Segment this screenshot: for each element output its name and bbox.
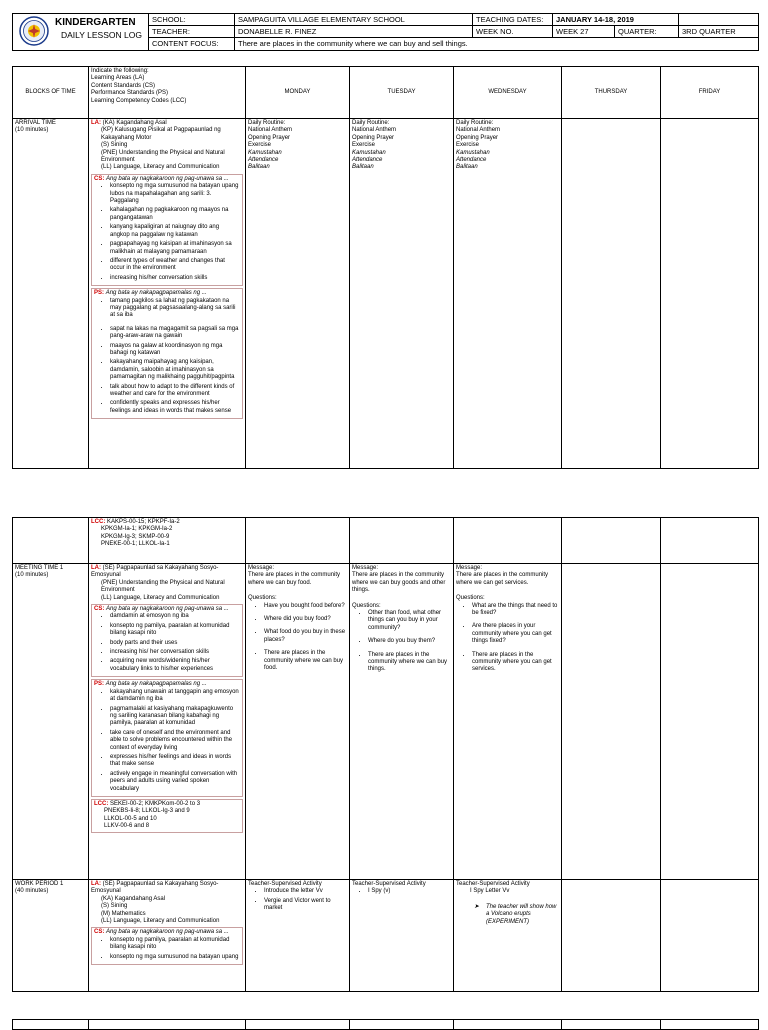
doc-subtitle: DAILY LESSON LOG	[61, 30, 142, 40]
meeting-monday: Message: There are places in the community where we can buy food. Questions: • Have you bought food before? • Where did you buy food? • What food do you buy in these places? • There are places in the community where we can buy food.	[246, 564, 350, 880]
meeting-wednesday: Message: There are places in the community where we can get services. Questions: • What are the things that need to be fixed? • Are there places in your community where you can get things fixed? • There are places in the community where you can get services.	[454, 564, 562, 880]
lesson-table-page2	[12, 517, 759, 992]
lcc-thursday-blank	[562, 518, 661, 564]
meeting-la: LA: (SE) Pagpapaunlad sa Kakayahang Sosyo-Emosyunal (PNE) Understanding the Physical and Natural Environment (LL) Language, Literacy and Communication	[91, 565, 225, 601]
col-indicate: Indicate the following: Learning Areas (LA) Content Standards (CS) Performance Standards (PS) Learning Competency Codes (LCC)	[89, 67, 246, 119]
arrival-wednesday: Daily Routine: National Anthem Opening Prayer Exercise Kamustahan Attendance Balitaan	[454, 119, 562, 469]
arrival-standards	[89, 119, 246, 469]
lcc-monday-blank	[246, 518, 350, 564]
meeting-lcc: LCC: SEKEI-00-2; KMKPKom-00-2 to 3 PNEKBS-Ii-8; LLKOL-Ig-3 and 9 LLKOL-00-5 and 10 LLKV-00-6 and 8	[91, 799, 243, 833]
arrival-la: LA: (KA) Kagandahang Asal (KP) Kalusugang Pisikal at Pagpapaunlad ng Kakayahang Motor (S) Sining (PNE) Understanding the Physical and Natural Environment (LL) Language, Literacy and Communication	[91, 120, 225, 171]
arrival-cs: CS: Ang bata ay nagkakaroon ng pag-unawa sa ... • konsepto ng mga sumusunod na batayan upang lubos na mapahalagahan ang sarili: 3. Paggalang • kahalagahan ng pagkakaroon ng maayos na pangangatawan • kanyang kapaligiran at naiugnay dito ang angkop na paggalaw ng katawan • pagpapahayag ng kaisipan at imahinasyon sa malikhain at malayang pamamaraan • different types of weather and changes that occur in the environment • increasing his/her conversation skills	[91, 174, 243, 286]
arrival-monday: Daily Routine: National Anthem Opening Prayer Exercise Kamustahan Attendance Balitaan	[246, 119, 350, 469]
quarter-label: QUARTER:	[615, 25, 679, 37]
page3-cell	[13, 1020, 89, 1030]
col-wednesday: WEDNESDAY	[454, 67, 562, 119]
page3-cell	[454, 1020, 562, 1030]
work-thursday	[562, 880, 661, 992]
work-block: WORK PERIOD 1 (40 minutes)	[13, 880, 89, 992]
doc-title: KINDERGARTEN	[55, 17, 136, 28]
week-no-label: WEEK NO.	[473, 25, 553, 37]
lesson-table-page3	[12, 1019, 759, 1030]
blank-cell	[679, 14, 759, 26]
meeting-ps: PS: Ang bata ay nakapagpapamalas ng ... • kakayahang unawain at tanggapin ang emosyon at damdamin ng iba • pagmamalaki at kasiyahang makapagkuwento ng sariling karanasan bilang kabahagi ng pamilya, paaralan at komunidad • take care of oneself and the environment and able to solve problems encountered within the context of everyday living • expresses his/her feelings and ideas in words that make sense • actively engage in meaningful conversation with peers and adults using varied spoken vocabulary	[91, 679, 243, 797]
arrival-thursday	[562, 119, 661, 469]
content-focus-label: CONTENT FOCUS:	[149, 37, 235, 50]
meeting-cs: CS: Ang bata ay nagkakaroon ng pag-unawa sa ... • damdamin at emosyon ng iba • konsepto ng pamilya, paaralan at komunidad bilang kasapi nito • body parts and their uses • increasing his/ her conversation skills • acquiring new words/widening his/her vocabulary links to his/her experiences	[91, 604, 243, 677]
page3-cell	[562, 1020, 661, 1030]
work-la: LA: (SE) Pagpapaunlad sa Kakayahang Sosyo-Emosyunal (KA) Kagandahang Asal (S) Sining (M) Mathematics (LL) Language, Literacy and Communication	[91, 881, 220, 925]
header-title-cell	[13, 14, 149, 51]
arrival-friday	[661, 119, 759, 469]
work-wednesday: Teacher-Supervised Activity I Spy Letter Vv ➤ The teacher will show how a Volcano erupts (EXPERIMENT)	[454, 880, 562, 992]
teacher-label: TEACHER:	[149, 25, 235, 37]
arrival-tuesday: Daily Routine: National Anthem Opening Prayer Exercise Kamustahan Attendance Balitaan	[350, 119, 454, 469]
col-friday: FRIDAY	[661, 67, 759, 119]
school-value: SAMPAGUITA VILLAGE ELEMENTARY SCHOOL	[235, 14, 473, 26]
arrival-lcc: LCC: KAKPS-00-15; KPKPF-Ia-2 KPKGM-Ia-1; KPKGM-Ia-2 KPKGM-Ig-3; SKMP-00-9 PNEKE-00-1; LLKOL-Ia-1	[89, 518, 246, 564]
meeting-thursday	[562, 564, 661, 880]
deped-seal-icon	[19, 16, 49, 46]
col-tuesday: TUESDAY	[350, 67, 454, 119]
work-friday	[661, 880, 759, 992]
page3-cell	[350, 1020, 454, 1030]
lcc-block-blank	[13, 518, 89, 564]
page3-cell	[246, 1020, 350, 1030]
quarter-value: 3RD QUARTER	[679, 25, 759, 37]
lesson-table-page1	[12, 66, 759, 469]
teaching-dates-label: TEACHING DATES:	[473, 14, 553, 26]
lcc-tuesday-blank	[350, 518, 454, 564]
meeting-friday	[661, 564, 759, 880]
school-label: SCHOOL:	[149, 14, 235, 26]
work-tuesday: Teacher-Supervised Activity • I Spy (v)	[350, 880, 454, 992]
col-blocks-of-time: BLOCKS OF TIME	[13, 67, 89, 119]
meeting-standards	[89, 564, 246, 880]
lcc-wednesday-blank	[454, 518, 562, 564]
arrival-block: ARRIVAL TIME (10 minutes)	[13, 119, 89, 469]
work-cs: CS: Ang bata ay nagkakaroon ng pag-unawa sa ... • konsepto ng pamilya, paaralan at komunidad bilang kasapi nito • konsepto ng mga sumusunod na batayan upang	[91, 927, 243, 965]
week-no-value: WEEK 27	[553, 25, 615, 37]
teacher-value: DONABELLE R. FINEZ	[235, 25, 473, 37]
content-focus-value: There are places in the community where we can buy and sell things.	[235, 37, 759, 50]
page3-cell	[89, 1020, 246, 1030]
arrival-ps: PS: Ang bata ay nakapagpapamalas ng ... • tamang pagkilos sa lahat ng pagkakataon na may paggalang at pagsasaalang-alang sa sarili at sa iba • sapat na lakas na magagamit sa pagsali sa mga pang-araw-araw na gawain • maayos na galaw at koordinasyon ng mga bahagi ng katawan • kakayahang maipahayag ang kaisipan, damdamin, saloobin at imahinasyon sa pamamagitan ng malikhaing pagguhit/pagpinta • talk about how to adapt to the different kinds of weather and care for the environment • confidently speaks and expresses his/her feelings and ideas in words that makes sense	[91, 288, 243, 419]
meeting-tuesday: Message: There are places in the community where we can buy goods and other things. Questions: • Other than food, what other things can you buy in your community? • Where do you buy them? • There are places in the community where we can buy things.	[350, 564, 454, 880]
lcc-friday-blank	[661, 518, 759, 564]
col-monday: MONDAY	[246, 67, 350, 119]
page3-cell	[661, 1020, 759, 1030]
col-thursday: THURSDAY	[562, 67, 661, 119]
teaching-dates-value: JANUARY 14-18, 2019	[553, 14, 679, 26]
header-table	[12, 13, 759, 51]
work-standards	[89, 880, 246, 992]
work-monday: Teacher-Supervised Activity • Introduce the letter Vv • Vergie and Victor went to market	[246, 880, 350, 992]
meeting-block: MEETING TIME 1 (10 minutes)	[13, 564, 89, 880]
